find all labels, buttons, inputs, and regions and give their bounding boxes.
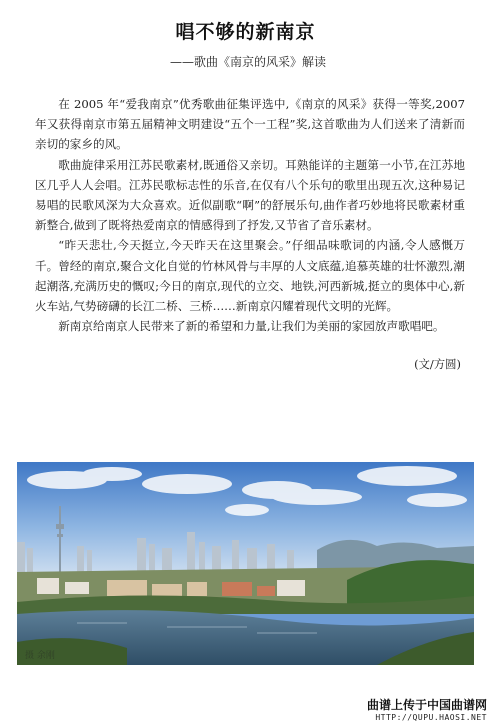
article-subtitle: ——歌曲《南京的风采》解读: [170, 55, 327, 69]
footer-watermark-text: 曲谱上传于中国曲谱网: [366, 698, 487, 712]
paragraph-3: “昨天悲壮,今天挺立,今天昨天在这里聚会。”仔细品味歌词的内涵,令人感慨万千。曾经的南京,聚合文化自觉的竹林风骨与丰厚的人文底蕴,追慕英雄的壮怀激烈,潮起潮落,充满历史的慨叹;今日的南京,现代的立交、地铁,河西新城,挺立的奥体中心,新火车站,气势磅礴的长江二桥、三桥……新南京闪耀着现代文明的光辉。: [35, 238, 465, 314]
footer-watermark-url: HTTP://QUPU.HAOSI.NET: [375, 713, 487, 722]
article-body: [35, 94, 465, 336]
paragraph-4: 新南京给南京人民带来了新的希望和力量,让我们为美丽的家园放声歌唱吧。: [58, 319, 445, 334]
paragraph-1: 在 2005 年“爱我南京”优秀歌曲征集评选中,《南京的风采》获得一等奖,2007 年又获得南京市第五届精神文明建设“五个一工程”奖,这首歌曲为人们送来了清新而亲切的家乡的风。: [35, 97, 465, 152]
photo-credit: 摄 余刚: [25, 651, 55, 661]
city-panorama-photo: [17, 462, 474, 665]
author-signature: (文/方圆): [414, 357, 461, 371]
article-title: 唱不够的新南京: [175, 21, 316, 43]
paragraph-2: 歌曲旋律采用江苏民歌素材,既通俗又亲切。耳熟能详的主题第一小节,在江苏地区几乎人人会唱。江苏民歌标志性的乐音,在仅有八个乐句的歌里出现五次,这种易记易唱的民歌风深为大众喜欢。近似副歌“啊”的舒展乐句,曲作者巧妙地将民歌素材重新整合,做到了既将热爱南京的情感得到了抒发,又节省了音乐素材。: [35, 157, 465, 233]
